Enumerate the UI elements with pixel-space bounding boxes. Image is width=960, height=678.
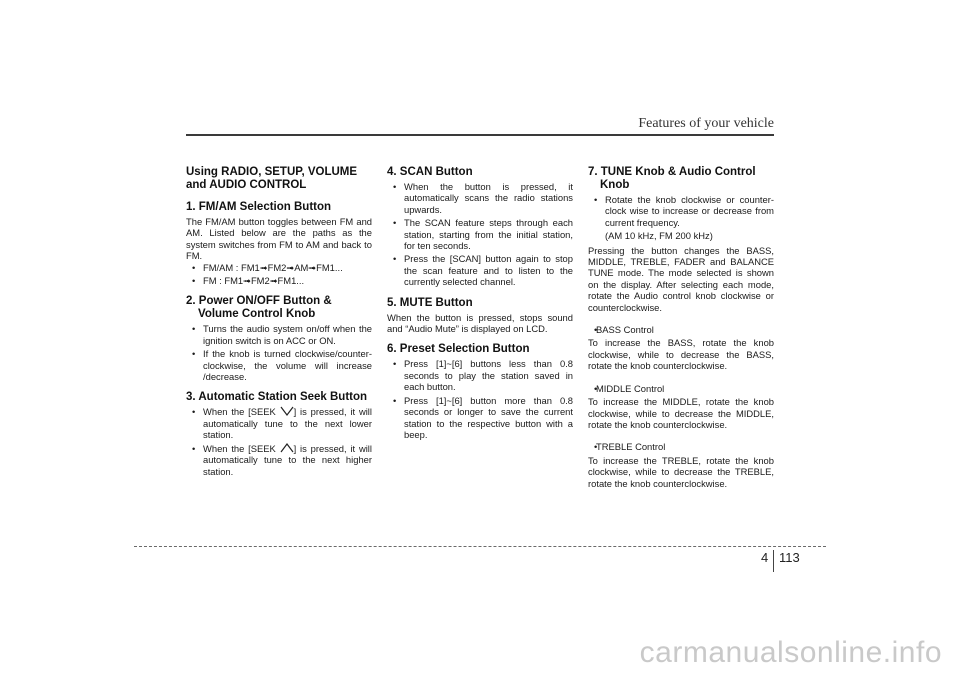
- seek-up-icon: [280, 443, 294, 453]
- seek-list: [186, 406, 372, 476]
- mute-paragraph: When the button is pressed, stops sound and “Audio Mute” is displayed on LCD.: [387, 311, 573, 335]
- seek-down-icon: [280, 406, 294, 416]
- fm-am-paragraph: The FM/AM button toggles between FM and AM. Listed below are the paths as the system switches from FM to AM and back to FM.: [186, 216, 372, 262]
- page-number: 113: [779, 550, 800, 565]
- column-3: [588, 166, 774, 489]
- tune-list: [588, 194, 774, 228]
- list-item: • FM/AM : FM1➟FM2➟AM➟FM1...: [186, 262, 372, 273]
- list-item: • Press the [SCAN] button again to stop the scan feature and to listen to the currently selected channel.: [387, 253, 573, 287]
- list-item: [186, 406, 372, 440]
- list-item: • If the knob is turned clockwise/counter-clockwise, the volume will increase /decrease.: [186, 348, 372, 382]
- section-heading-fm-am: 1. FM/AM Selection Button: [186, 201, 332, 213]
- treble-paragraph: To increase the TREBLE, rotate the knob clockwise, while to decrease the TREBLE, rotate the knob counterclockwise.: [588, 454, 774, 489]
- seek-text-post: ] is pressed, it will automatically tune to the next higher station.: [203, 442, 372, 477]
- list-item: [186, 443, 372, 477]
- section-heading-power: 2. Power ON/OFF Button & Volume Control Knob: [186, 295, 332, 321]
- seek-text-post: ] is pressed, it will automatically tune to the next lower station.: [203, 406, 372, 441]
- list-item: • FM : FM1➟FM2➟FM1...: [186, 275, 372, 286]
- list-item: • BASS Control: [588, 324, 774, 335]
- preset-list: [387, 358, 573, 440]
- column-1: [186, 166, 372, 479]
- header-title: Features of your vehicle: [638, 116, 774, 131]
- section-heading-seek: 3. Automatic Station Seek Button: [186, 391, 368, 404]
- list-item: • Press [1]~[6] buttons less than 0.8 seconds to play the station saved in each button.: [387, 358, 573, 392]
- fm-am-list: [186, 262, 372, 287]
- list-item: • The SCAN feature steps through each station, starting from the initial station, for ten seconds.: [387, 217, 573, 251]
- column-2: [387, 166, 573, 442]
- footer-dashed-rule: [134, 546, 826, 547]
- scan-list: [387, 181, 573, 288]
- seek-text-pre: When the [SEEK: [203, 442, 280, 454]
- watermark: carmanualsonline.info: [639, 636, 942, 669]
- power-list: [186, 323, 372, 382]
- list-item: • Turns the audio system on/off when the ignition switch is on ACC or ON.: [186, 323, 372, 346]
- tune-paragraph: Pressing the button changes the BASS, MIDDLE, TREBLE, FADER and BALANCE TUNE mode. The mode selected is shown on the display. After selecting each mode, rotate the Audio control knob clockwise or counterclockwise.: [588, 244, 774, 313]
- bass-list: [588, 324, 774, 335]
- middle-paragraph: To increase the MIDDLE, rotate the knob clockwise, while to decrease the MIDDLE, rotate the knob counterclockwise.: [588, 396, 774, 430]
- section-heading-tune: 7. TUNE Knob & Audio Control Knob: [588, 166, 756, 191]
- section-heading-preset: 6. Preset Selection Button: [387, 343, 530, 356]
- list-item: • Press [1]~[6] button more than 0.8 seconds or longer to save the current station to the respective button with a beep.: [387, 395, 573, 441]
- list-item: • Rotate the knob clockwise or counter-clock wise to increase or decrease from current frequency.: [588, 194, 774, 228]
- frequency-note: (AM 10 kHz, FM 200 kHz): [605, 230, 713, 242]
- page-number-divider: [773, 550, 774, 572]
- section-heading-main: Using RADIO, SETUP, VOLUME and AUDIO CONTROL: [186, 166, 358, 191]
- seek-text-pre: When the [SEEK: [203, 406, 280, 418]
- chapter-number: 4: [761, 550, 769, 565]
- treble-list: [588, 441, 774, 452]
- section-heading-scan: 4. SCAN Button: [387, 166, 473, 178]
- section-heading-mute: 5. MUTE Button: [387, 296, 473, 309]
- header-rule: [186, 134, 774, 136]
- list-item: • MIDDLE Control: [588, 383, 774, 394]
- middle-list: [588, 383, 774, 394]
- bass-paragraph: To increase the BASS, rotate the knob clockwise, while to decrease the BASS, rotate the knob counterclockwise.: [588, 337, 774, 372]
- list-item: • When the button is pressed, it automatically scans the radio stations upwards.: [387, 181, 573, 215]
- list-item: • TREBLE Control: [588, 441, 774, 452]
